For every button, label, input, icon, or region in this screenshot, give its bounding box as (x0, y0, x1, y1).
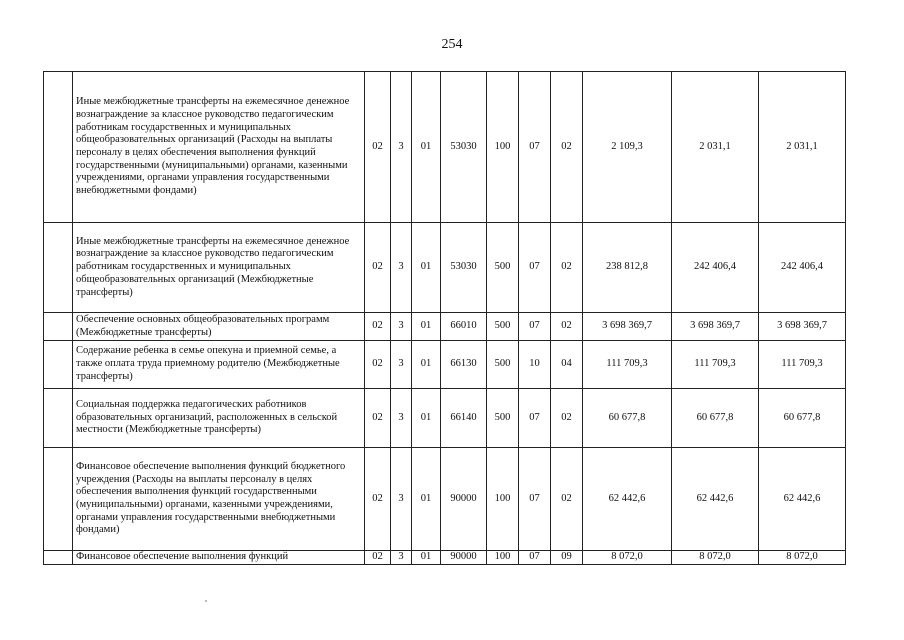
code-cell: 90000 (441, 448, 487, 551)
amount-cell: 111 709,3 (672, 341, 759, 389)
page-number: 254 (441, 37, 463, 52)
table-row (44, 341, 846, 389)
code-cell: 01 (412, 389, 441, 448)
code-cell: 500 (487, 313, 519, 341)
amount-cell: 2 109,3 (583, 72, 672, 223)
code-cell: 02 (551, 313, 583, 341)
table-row (44, 389, 846, 448)
code-cell: 07 (519, 448, 551, 551)
row-number-cell (44, 551, 73, 565)
code-cell: 07 (519, 389, 551, 448)
code-cell: 500 (487, 223, 519, 313)
amount-cell: 3 698 369,7 (583, 313, 672, 341)
amount-cell: 8 072,0 (759, 551, 846, 565)
amount-cell: 2 031,1 (672, 72, 759, 223)
code-cell: 02 (365, 223, 391, 313)
amount-cell: 111 709,3 (759, 341, 846, 389)
description-cell: Обеспечение основных общеобразовательных программ (Межбюджетные трансферты) (73, 313, 365, 341)
code-cell: 100 (487, 551, 519, 565)
row-number-cell (44, 341, 73, 389)
code-cell: 01 (412, 448, 441, 551)
code-cell: 100 (487, 72, 519, 223)
code-cell: 02 (551, 389, 583, 448)
code-cell: 01 (412, 223, 441, 313)
budget-table (43, 71, 846, 565)
code-cell: 02 (551, 223, 583, 313)
amount-cell: 3 698 369,7 (672, 313, 759, 341)
amount-cell: 60 677,8 (583, 389, 672, 448)
code-cell: 01 (412, 313, 441, 341)
code-cell: 3 (391, 341, 412, 389)
code-cell: 01 (412, 551, 441, 565)
code-cell: 3 (391, 72, 412, 223)
amount-cell: 62 442,6 (759, 448, 846, 551)
description-cell: Иные межбюджетные трансферты на ежемесячное денежное вознаграждение за классное руководство педагогическим работникам государственных и муниципальных общеобразовательных организаций (Расходы на выплаты персоналу в целях обеспечения выполнения функций государственными (муниципальными) органами, казенными учреждениями, органами управления государственными внебюджетными фондами) (73, 72, 365, 223)
code-cell: 500 (487, 389, 519, 448)
code-cell: 66140 (441, 389, 487, 448)
code-cell: 02 (365, 389, 391, 448)
table-row (44, 448, 846, 551)
description-cell: Социальная поддержка педагогических работников образовательных организаций, расположенных в сельской местности (Межбюджетные трансферты) (73, 389, 365, 448)
table-row (44, 223, 846, 313)
code-cell: 07 (519, 72, 551, 223)
table-row (44, 551, 846, 565)
amount-cell: 111 709,3 (583, 341, 672, 389)
code-cell: 07 (519, 313, 551, 341)
code-cell: 02 (365, 448, 391, 551)
code-cell: 04 (551, 341, 583, 389)
amount-cell: 3 698 369,7 (759, 313, 846, 341)
code-cell: 02 (365, 341, 391, 389)
code-cell: 02 (551, 448, 583, 551)
amount-cell: 62 442,6 (583, 448, 672, 551)
table-row (44, 72, 846, 223)
amount-cell: 238 812,8 (583, 223, 672, 313)
code-cell: 90000 (441, 551, 487, 565)
code-cell: 02 (365, 313, 391, 341)
row-number-cell (44, 448, 73, 551)
code-cell: 02 (551, 72, 583, 223)
amount-cell: 60 677,8 (672, 389, 759, 448)
code-cell: 02 (365, 551, 391, 565)
budget-table-body (44, 72, 846, 565)
code-cell: 3 (391, 313, 412, 341)
description-cell: Иные межбюджетные трансферты на ежемесячное денежное вознаграждение за классное руководство педагогическим работникам государственных и муниципальных общеобразовательных организаций (Межбюджетные трансферты) (73, 223, 365, 313)
row-number-cell (44, 72, 73, 223)
code-cell: 07 (519, 223, 551, 313)
code-cell: 01 (412, 72, 441, 223)
row-number-cell (44, 313, 73, 341)
amount-cell: 62 442,6 (672, 448, 759, 551)
amount-cell: 8 072,0 (583, 551, 672, 565)
amount-cell: 242 406,4 (672, 223, 759, 313)
code-cell: 3 (391, 551, 412, 565)
code-cell: 09 (551, 551, 583, 565)
code-cell: 500 (487, 341, 519, 389)
table-row (44, 313, 846, 341)
code-cell: 53030 (441, 72, 487, 223)
description-cell: Финансовое обеспечение выполнения функций (73, 551, 365, 565)
code-cell: 10 (519, 341, 551, 389)
code-cell: 07 (519, 551, 551, 565)
code-cell: 02 (365, 72, 391, 223)
row-number-cell (44, 223, 73, 313)
scan-speck (205, 600, 207, 602)
code-cell: 01 (412, 341, 441, 389)
amount-cell: 242 406,4 (759, 223, 846, 313)
code-cell: 3 (391, 223, 412, 313)
code-cell: 66010 (441, 313, 487, 341)
description-cell: Финансовое обеспечение выполнения функций бюджетного учреждения (Расходы на выплаты персоналу в целях обеспечения выполнения функций государственными (муниципальными) органами, казенными учреждениями, органами управления государственными внебюджетными фондами) (73, 448, 365, 551)
code-cell: 3 (391, 389, 412, 448)
code-cell: 66130 (441, 341, 487, 389)
amount-cell: 8 072,0 (672, 551, 759, 565)
code-cell: 3 (391, 448, 412, 551)
code-cell: 53030 (441, 223, 487, 313)
row-number-cell (44, 389, 73, 448)
code-cell: 100 (487, 448, 519, 551)
amount-cell: 2 031,1 (759, 72, 846, 223)
description-cell: Содержание ребенка в семье опекуна и приемной семье, а также оплата труда приемному родителю (Межбюджетные трансферты) (73, 341, 365, 389)
amount-cell: 60 677,8 (759, 389, 846, 448)
